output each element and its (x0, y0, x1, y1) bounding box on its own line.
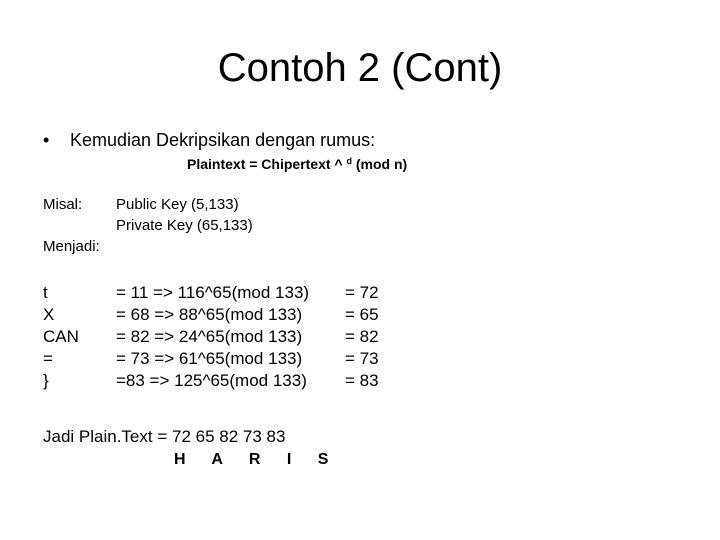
calc-result: = 82 (345, 327, 379, 346)
misal-label: Misal: (43, 196, 83, 213)
calc-expression: =83 => 125^65(mod 133) (116, 371, 307, 390)
calc-expression: = 11 => 116^65(mod 133) (116, 283, 310, 302)
formula-exponent: d (346, 156, 352, 166)
formula-tail: (mod n) (352, 156, 408, 172)
plaintext-summary: Jadi Plain.Text = 72 65 82 73 83 (43, 427, 286, 446)
private-key: Private Key (65,133) (116, 217, 253, 234)
calc-result: = 73 (345, 349, 379, 368)
cipher-char: X (43, 305, 55, 324)
calc-expression: = 68 => 88^65(mod 133) (116, 305, 303, 324)
calculation-table (43, 282, 425, 392)
cipher-char: t (43, 283, 48, 302)
bullet-item (43, 128, 375, 152)
formula-base: Plaintext = Chipertext ^ (187, 156, 347, 172)
table-row (43, 304, 425, 326)
public-key: Public Key (5,133) (116, 196, 239, 213)
calc-result: = 65 (345, 305, 379, 324)
plaintext-letters: H A R I S (174, 451, 340, 468)
cipher-char: } (43, 371, 49, 390)
table-row (43, 370, 425, 392)
table-row (43, 348, 425, 370)
table-row (43, 282, 425, 304)
bullet-dot-icon: • (43, 130, 50, 150)
menjadi-label: Menjadi: (43, 238, 100, 255)
decryption-formula (187, 151, 407, 174)
bullet-text: Kemudian Dekripsikan dengan rumus: (70, 130, 376, 150)
cipher-char: CAN (43, 327, 79, 346)
calc-result: = 72 (345, 283, 379, 302)
cipher-char: = (43, 349, 53, 368)
calc-result: = 83 (345, 371, 379, 390)
calc-expression: = 82 => 24^65(mod 133) (116, 327, 303, 346)
slide-title: Contoh 2 (Cont) (217, 46, 503, 90)
table-row (43, 326, 425, 348)
calc-expression: = 73 => 61^65(mod 133) (116, 349, 303, 368)
